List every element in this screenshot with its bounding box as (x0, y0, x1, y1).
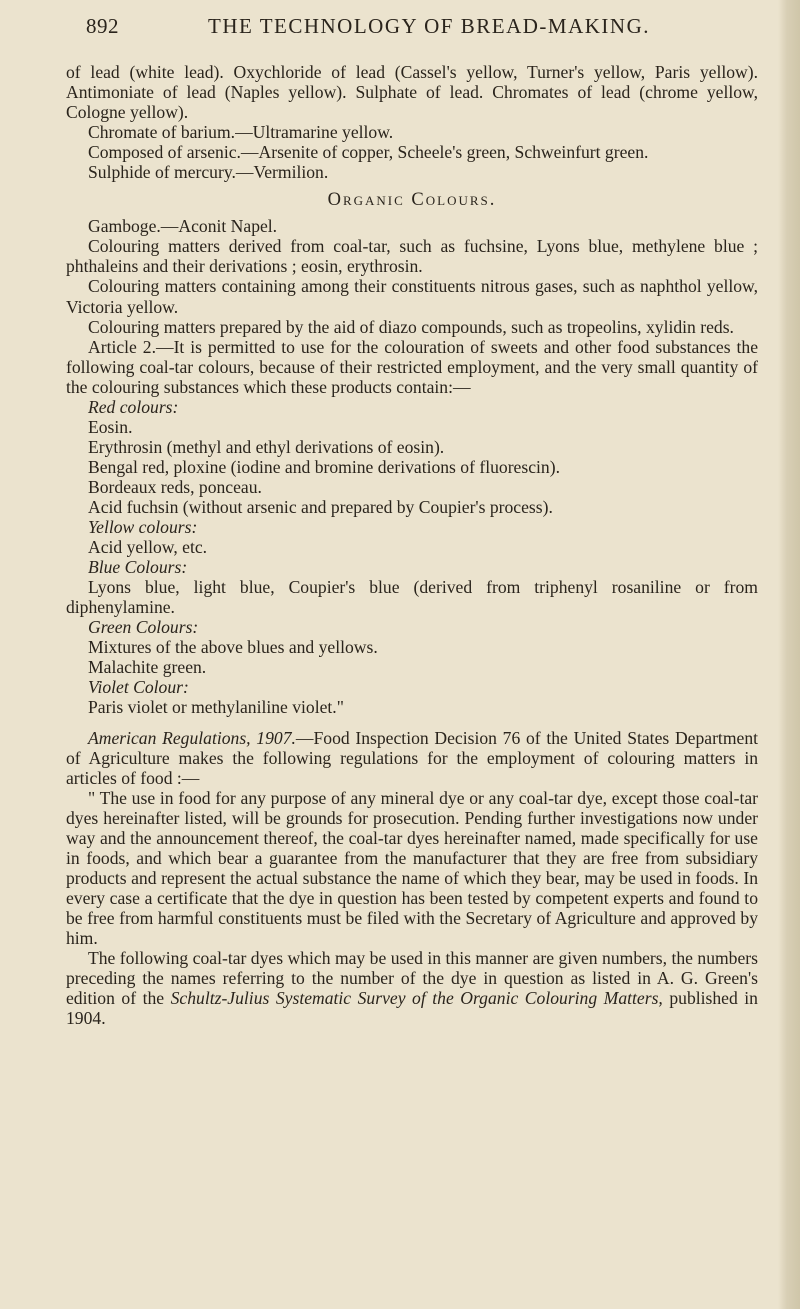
paragraph: Sulphide of mercury.—Vermilion. (88, 162, 329, 183)
section-title: Organic Colours. (327, 190, 497, 211)
page-edge (778, 0, 800, 1309)
running-title: THE TECHNOLOGY OF BREAD-MAKING. (208, 14, 650, 38)
list-item: Eosin. (88, 416, 133, 437)
list-item: Mixtures of the above blues and yellows. (88, 637, 378, 658)
american-regulations-heading: American Regulations, 1907. (88, 727, 296, 748)
paragraph: Gamboge.—Aconit Napel. (88, 216, 278, 237)
list-item: Malachite green. (88, 657, 207, 678)
violet-colour-heading: Violet Colour: (88, 677, 189, 698)
cited-work-title: Schultz-Julius Systematic Survey of the Organic Colouring Matters, (170, 988, 663, 1009)
list-item: Paris violet or methylaniline violet." (88, 697, 344, 718)
list-item: Acid fuchsin (without arsenic and prepared by Coupier's process). (88, 496, 553, 517)
paragraph: Chromate of barium.—Ultramarine yellow. (88, 122, 394, 143)
final-text-start: The following coal-tar dyes which may be used in this manner are given numbers, the numbers preceding the names referring to the number of the dye in question as listed in A. G. Green's edition of the (66, 948, 758, 1009)
paragraph: Article 2.—It is permitted to use for the colouration of sweets and other food substances the following coal-tar colours, because of their restricted employment, and the very small quantity of the colouring substances which these products contain:— (66, 336, 758, 397)
spacer (66, 718, 758, 728)
page-header (86, 14, 746, 44)
final-paragraph (66, 948, 758, 1028)
list-item: Lyons blue, light blue, Coupier's blue (derived from triphenyl rosaniline or from diphenylamine. (66, 577, 758, 618)
red-colours-heading: Red colours: (88, 396, 179, 417)
paragraph: Composed of arsenic.—Arsenite of copper, Scheele's green, Schweinfurt green. (88, 142, 649, 163)
list-item: Erythrosin (methyl and ethyl derivations of eosin). (88, 436, 445, 457)
american-regulations-paragraph (66, 728, 758, 788)
blue-colours-heading: Blue Colours: (88, 557, 188, 578)
yellow-colours-heading: Yellow colours: (88, 517, 198, 538)
list-item: Acid yellow, etc. (88, 537, 208, 558)
body-text (66, 62, 758, 1028)
quoted-regulation: " The use in food for any purpose of any mineral dye or any coal-tar dye, except those coal-tar dyes hereinafter listed, will be grounds for prosecution. Pending further investigations now under way and the announcement thereof, the coal-tar dyes hereinafter named, made specifically for use in foods, and which bear a guarantee from the manufacturer that they are free from subsidiary products and represent the actual substance the name of which they bear, may be used in foods. In every case a certificate that the dye in question has been tested by competent experts and found to be free from harmful constituents must be filed with the Secretary of Agriculture and approved by him. (66, 787, 758, 948)
american-regulations-text: —Food Inspection Decision 76 of the United States Department of Agriculture makes the following regulations for the employment of colouring matters in articles of food :— (66, 727, 758, 788)
green-colours-heading: Green Colours: (88, 617, 199, 638)
list-item: Bordeaux reds, ponceau. (88, 476, 262, 497)
paragraph: Colouring matters derived from coal-tar, such as fuchsine, Lyons blue, methylene blue ; phthaleins and their derivations ; eosin, erythrosin. (66, 236, 758, 277)
paragraph: Colouring matters prepared by the aid of diazo compounds, such as tropeolins, xylidin reds. (88, 316, 734, 337)
page-number: 892 (86, 14, 119, 38)
paragraph: of lead (white lead). Oxychloride of lead (Cassel's yellow, Turner's yellow, Paris yellow). Antimoniate of lead (Naples yellow). Sulphate of lead. Chromates of lead (chrome yellow, Cologne yellow). (66, 62, 758, 123)
paragraph: Colouring matters containing among their constituents nitrous gases, such as naphthol yellow, Victoria yellow. (66, 276, 758, 317)
list-item: Bengal red, ploxine (iodine and bromine derivations of fluorescin). (88, 456, 560, 477)
final-text-end: published in 1904. (66, 988, 758, 1029)
